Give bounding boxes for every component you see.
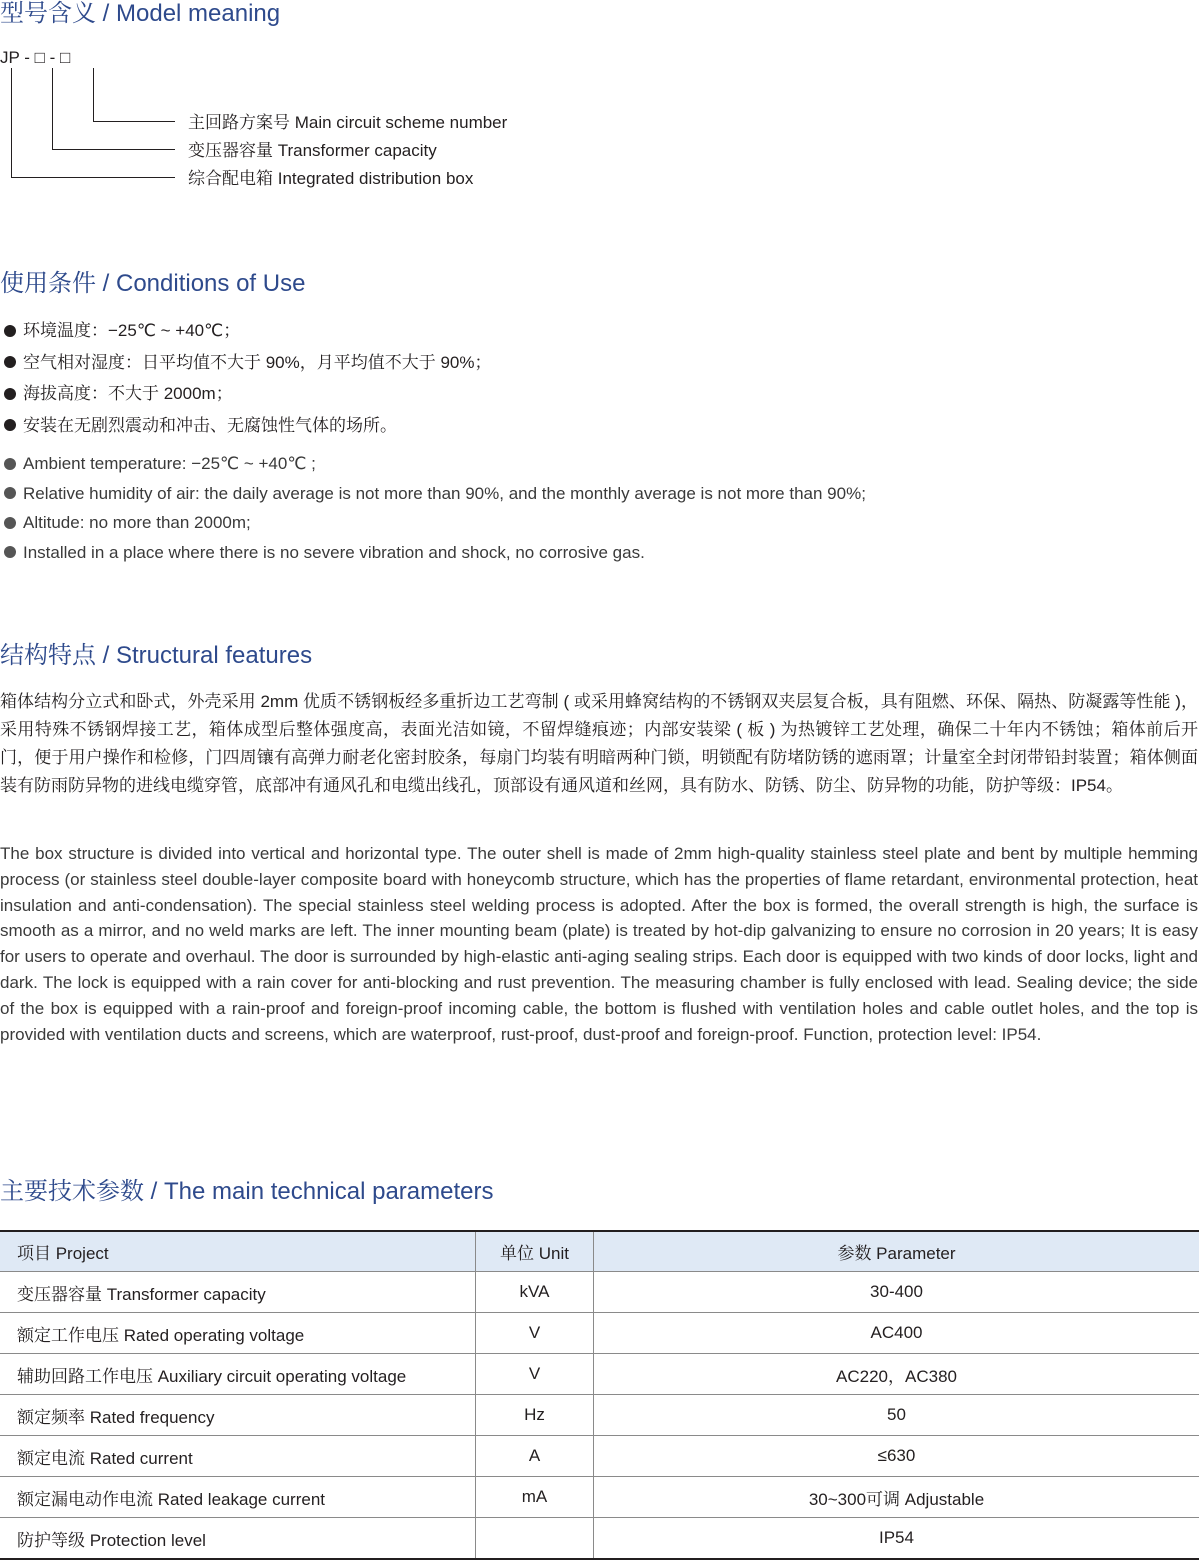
connector-capacity-vertical — [52, 68, 53, 150]
cell-project: 变压器容量 Transformer capacity — [0, 1272, 476, 1313]
cell-parameter: ≤630 — [594, 1436, 1200, 1477]
table-row — [0, 1313, 1199, 1354]
model-label-box: 综合配电箱 Integrated distribution box — [188, 169, 474, 188]
bullet-icon — [4, 388, 16, 400]
params-title: 主要技术参数 / The main technical parameters — [0, 1178, 494, 1205]
connector-box-horizontal — [11, 177, 175, 178]
conditions-list-cn — [0, 315, 492, 441]
table-row — [0, 1518, 1199, 1560]
model-code: JP - □ - □ — [0, 48, 71, 67]
conditions-list-en — [0, 449, 866, 567]
list-item — [0, 315, 492, 347]
bullet-icon — [4, 356, 16, 368]
condition-text: 空气相对湿度：日平均值不大于 90%，月平均值不大于 90%； — [23, 352, 492, 372]
condition-text: Relative humidity of air: the daily average is not more than 90%, and the monthly average is not more than 90%; — [23, 483, 866, 503]
cell-project: 辅助回路工作电压 Auxiliary circuit operating voltage — [0, 1354, 476, 1395]
condition-text: Installed in a place where there is no severe vibration and shock, no corrosive gas. — [23, 542, 645, 562]
cell-project: 额定频率 Rated frequency — [0, 1395, 476, 1436]
table-row — [0, 1477, 1199, 1518]
condition-text: 环境温度：−25℃ ~ +40℃； — [23, 321, 241, 340]
connector-capacity-horizontal — [52, 149, 175, 150]
cell-parameter: AC400 — [594, 1313, 1200, 1354]
model-label-capacity: 变压器容量 Transformer capacity — [188, 141, 437, 160]
header-unit: 单位 Unit — [476, 1231, 594, 1272]
table-row — [0, 1354, 1199, 1395]
cell-parameter: 30-400 — [594, 1272, 1200, 1313]
bullet-icon — [4, 517, 16, 529]
cell-parameter: IP54 — [879, 1528, 914, 1547]
bullet-icon — [4, 458, 16, 470]
table-row — [0, 1272, 1199, 1313]
cell-unit: kVA — [476, 1272, 594, 1313]
params-table — [0, 1230, 1199, 1560]
bullet-icon — [4, 325, 16, 337]
condition-text: Altitude: no more than 2000m; — [23, 513, 251, 532]
list-item — [0, 479, 866, 509]
condition-text: Ambient temperature: −25℃ ~ +40℃ ; — [23, 454, 316, 473]
structure-paragraph-en: The box structure is divided into vertical and horizontal type. The outer shell is made of 2mm high-quality stainless steel plate and bent by multiple hemming process (or stainless steel double-layer composite board with honeycomb structure, which has the properties of flame retardant, environmental protection, heat insulation and anti-condensation). The special stainless steel welding process is adopted. After the box is formed, the overall strength is high, the surface is smooth as a mirror, and no weld marks are left. The inner mounting beam (plate) is treated by hot-dip galvanizing to ensure no corrosion in 20 years; It is easy for users to operate and overhaul. The door is surrounded by high-elastic anti-aging sealing strips. Each door is equipped with two kinds of door locks, light and dark. The lock is equipped with a rain cover for anti-blocking and rust prevention. The measuring chamber is fully enclosed with lead. Sealing device; the side of the box is equipped with a rain-proof and foreign-proof incoming cable, the bottom is flushed with ventilation holes and cable outlet holes, and the top is provided with ventilation ducts and screens, which are waterproof, rust-proof, dust-proof and foreign-proof. Function, protection level: IP54. — [0, 844, 1198, 1044]
cell-parameter: AC220，AC380 — [594, 1354, 1200, 1395]
connector-scheme-horizontal — [93, 121, 175, 122]
list-item — [0, 538, 866, 568]
table-header-row — [0, 1231, 1199, 1272]
condition-text: 海拔高度：不大于 2000m； — [23, 384, 233, 403]
cell-unit — [476, 1518, 594, 1560]
list-item — [0, 449, 866, 479]
list-item — [0, 508, 866, 538]
header-project: 项目 Project — [0, 1231, 476, 1272]
cell-unit: Hz — [476, 1395, 594, 1436]
cell-project: 防护等级 Protection level — [17, 1530, 206, 1550]
cell-unit: A — [476, 1436, 594, 1477]
cell-project: 额定电流 Rated current — [0, 1436, 476, 1477]
structure-paragraph-cn: 箱体结构分立式和卧式，外壳采用 2mm 优质不锈钢板经多重折边工艺弯制 ( 或采用蜂窝结构的不锈钢双夹层复合板，具有阻燃、环保、隔热、防凝露等性能 )，采用特殊不锈钢焊接工艺，箱体成型后整体强度高，表面光洁如镜，不留焊缝痕迹；内部安装梁 ( 板 ) 为热镀锌工艺处理，确保二十年内不锈蚀；箱体前后开门，便于用户操作和检修，门四周镶有高弹力耐老化密封胶条，每扇门均装有明暗两种门锁，明锁配有防堵防锈的遮雨罩；计量室全封闭带铅封装置；箱体侧面装有防雨防异物的进线电缆穿管，底部冲有通风孔和电缆出线孔，顶部设有通风道和丝网，具有防水、防锈、防尘、防异物的功能，防护等级：IP54。 — [0, 692, 1198, 795]
conditions-title: 使用条件 / Conditions of Use — [0, 270, 306, 297]
bullet-icon — [4, 546, 16, 558]
model-label-scheme: 主回路方案号 Main circuit scheme number — [188, 113, 508, 132]
bullet-icon — [4, 487, 16, 499]
list-item — [0, 378, 492, 410]
condition-text: 安装在无剧烈震动和冲击、无腐蚀性气体的场所。 — [23, 415, 397, 435]
cell-unit: V — [476, 1313, 594, 1354]
cell-unit: V — [476, 1354, 594, 1395]
connector-scheme-vertical — [93, 68, 94, 122]
connector-box-vertical — [11, 68, 12, 178]
list-item — [0, 347, 492, 379]
cell-project: 额定漏电动作电流 Rated leakage current — [0, 1477, 476, 1518]
cell-unit: mA — [476, 1477, 594, 1518]
table-row — [0, 1395, 1199, 1436]
header-parameter: 参数 Parameter — [594, 1231, 1200, 1272]
cell-project: 额定工作电压 Rated operating voltage — [0, 1313, 476, 1354]
bullet-icon — [4, 419, 16, 431]
table-row — [0, 1436, 1199, 1477]
cell-parameter: 30~300可调 Adjustable — [594, 1477, 1200, 1518]
list-item — [0, 410, 492, 442]
cell-parameter: 50 — [594, 1395, 1200, 1436]
structure-title: 结构特点 / Structural features — [0, 642, 313, 669]
model-meaning-title: 型号含义 / Model meaning — [0, 0, 281, 27]
